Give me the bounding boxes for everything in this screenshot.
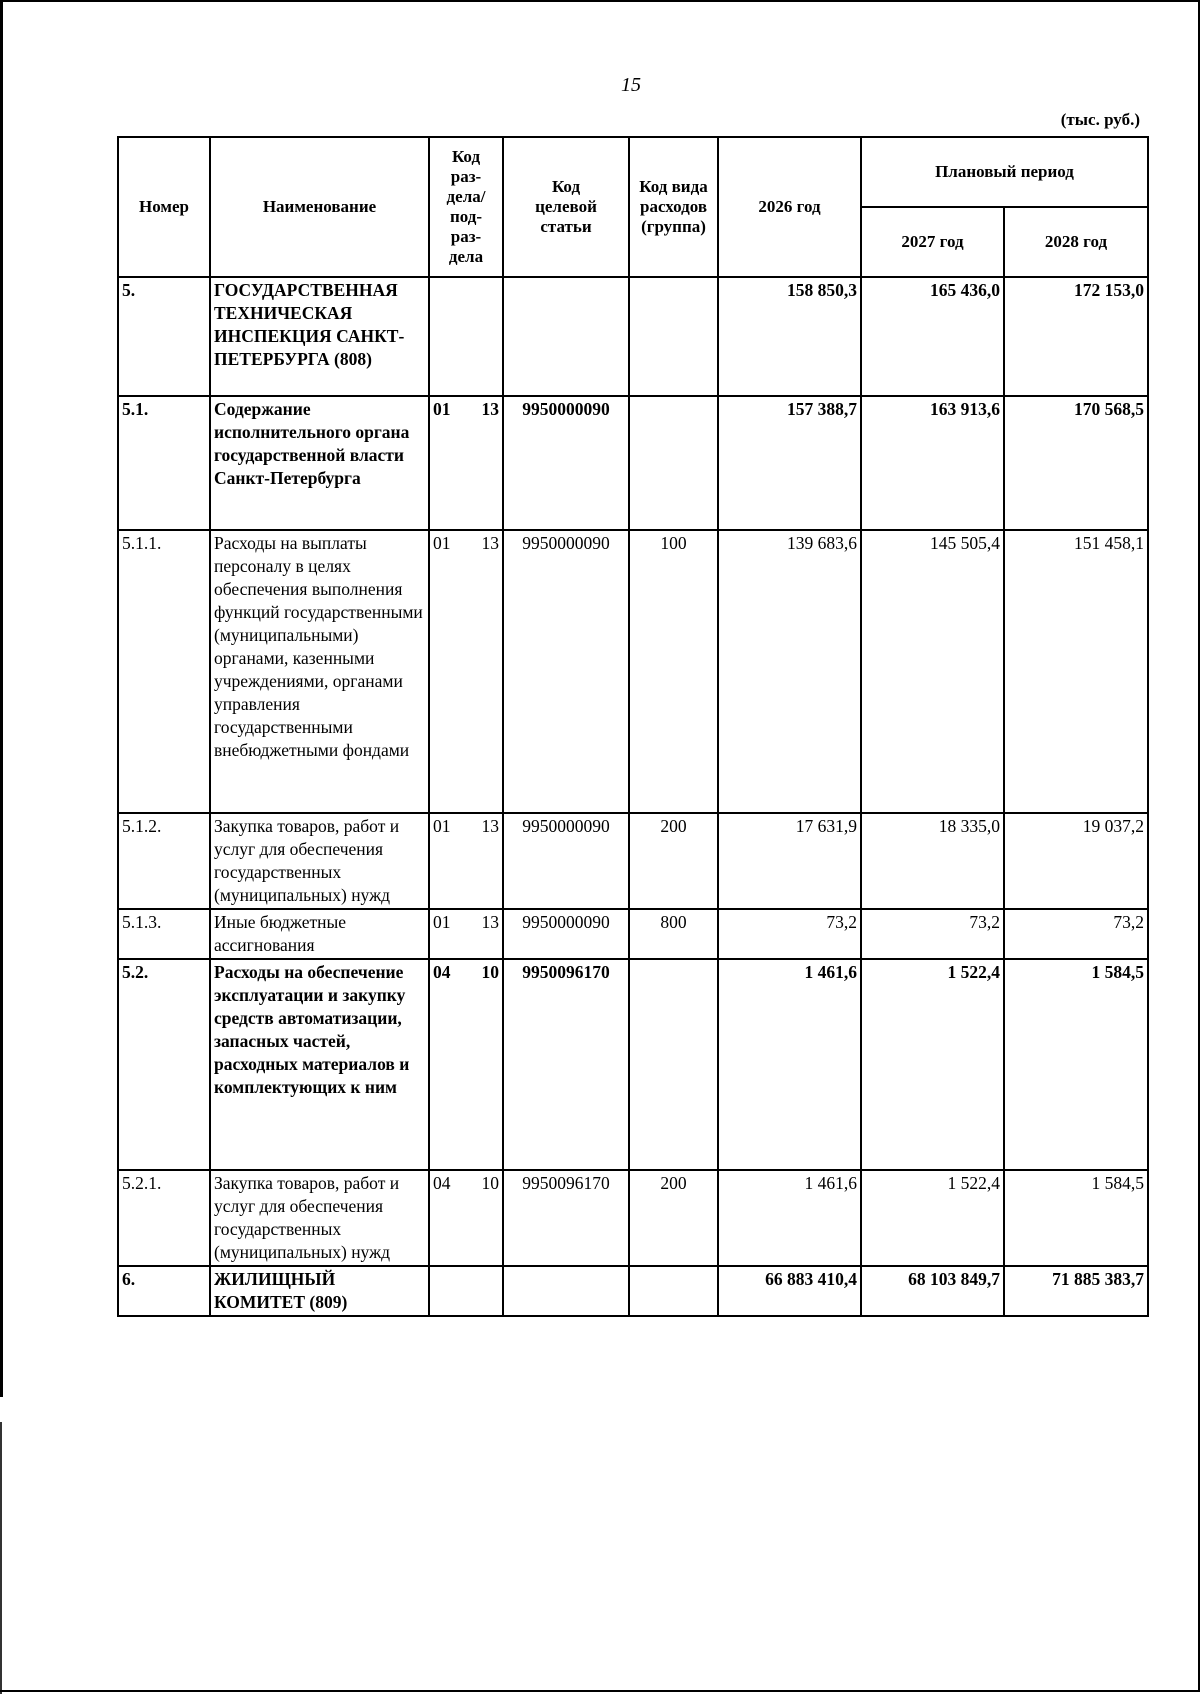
- header-number: Номер: [118, 137, 210, 277]
- row-name: Содержание исполнительного органа государственной власти Санкт-Петербурга: [210, 396, 429, 530]
- row-amount-2027: 165 436,0: [861, 277, 1004, 396]
- header-name: Наименование: [210, 137, 429, 277]
- scan-edge-line-lower: [0, 1422, 2, 1694]
- table-row: [118, 959, 1148, 1170]
- row-target-code: [503, 1266, 629, 1316]
- header-expense-kind: Код вида расходов (группа): [629, 137, 718, 277]
- row-target-code: 9950000090: [503, 396, 629, 530]
- row-amount-2028: 172 153,0: [1004, 277, 1148, 396]
- row-amount-2026: 158 850,3: [718, 277, 861, 396]
- header-target-code: Код целевой статьи: [503, 137, 629, 277]
- row-amount-2027: 145 505,4: [861, 530, 1004, 813]
- row-expense-kind: 200: [629, 813, 718, 909]
- header-section-code: Код раз- дела/ под- раз- дела: [429, 137, 503, 277]
- row-name: Закупка товаров, работ и услуг для обеспечения государственных (муниципальных) нужд: [210, 1170, 429, 1266]
- row-section-code: 04 10: [429, 1170, 503, 1266]
- row-amount-2028: 1 584,5: [1004, 959, 1148, 1170]
- row-target-code: 9950096170: [503, 1170, 629, 1266]
- row-amount-2027: 68 103 849,7: [861, 1266, 1004, 1316]
- header-year-2027: 2027 год: [861, 207, 1004, 277]
- row-section-code: 01 13: [429, 909, 503, 959]
- table-row: [118, 813, 1148, 909]
- row-amount-2027: 163 913,6: [861, 396, 1004, 530]
- row-section-code: 01 13: [429, 530, 503, 813]
- row-target-code: [503, 277, 629, 396]
- row-amount-2028: 151 458,1: [1004, 530, 1148, 813]
- row-name: Расходы на выплаты персоналу в целях обеспечения выполнения функций государственными (муниципальными) органами, казенными учреждениями, органами управления государственными внебюджетными фондами: [210, 530, 429, 813]
- table-row: [118, 530, 1148, 813]
- row-number: 5.2.1.: [118, 1170, 210, 1266]
- row-number: 5.2.: [118, 959, 210, 1170]
- row-amount-2028: 71 885 383,7: [1004, 1266, 1148, 1316]
- row-expense-kind: [629, 396, 718, 530]
- row-expense-kind: [629, 1266, 718, 1316]
- table-row: [118, 1266, 1148, 1316]
- row-target-code: 9950096170: [503, 959, 629, 1170]
- row-number: 5.: [118, 277, 210, 396]
- row-amount-2028: 170 568,5: [1004, 396, 1148, 530]
- row-section-code: [429, 1266, 503, 1316]
- row-amount-2026: 1 461,6: [718, 959, 861, 1170]
- row-section-code: [429, 277, 503, 396]
- row-amount-2026: 66 883 410,4: [718, 1266, 861, 1316]
- row-number: 6.: [118, 1266, 210, 1316]
- row-number: 5.1.2.: [118, 813, 210, 909]
- table-row: [118, 396, 1148, 530]
- budget-table: [117, 136, 1149, 1317]
- table-body: [118, 277, 1148, 1316]
- row-amount-2026: 73,2: [718, 909, 861, 959]
- row-number: 5.1.1.: [118, 530, 210, 813]
- row-section-code: 04 10: [429, 959, 503, 1170]
- row-amount-2026: 157 388,7: [718, 396, 861, 530]
- row-amount-2027: 1 522,4: [861, 959, 1004, 1170]
- row-name: Иные бюджетные ассигнования: [210, 909, 429, 959]
- row-expense-kind: 800: [629, 909, 718, 959]
- row-expense-kind: [629, 959, 718, 1170]
- units-label: (тыс. руб.): [1060, 110, 1140, 129]
- row-name: Расходы на обеспечение эксплуатации и закупку средств автоматизации, запасных частей, расходных материалов и комплектующих к ним: [210, 959, 429, 1170]
- row-expense-kind: [629, 277, 718, 396]
- row-section-code: 01 13: [429, 813, 503, 909]
- row-name: ЖИЛИЩНЫЙ КОМИТЕТ (809): [210, 1266, 429, 1316]
- row-target-code: 9950000090: [503, 530, 629, 813]
- table-header: [118, 137, 1148, 277]
- row-name: ГОСУДАРСТВЕННАЯ ТЕХНИЧЕСКАЯ ИНСПЕКЦИЯ САНКТ-ПЕТЕРБУРГА (808): [210, 277, 429, 396]
- row-amount-2027: 1 522,4: [861, 1170, 1004, 1266]
- row-amount-2026: 17 631,9: [718, 813, 861, 909]
- table-row: [118, 1170, 1148, 1266]
- table-row: [118, 909, 1148, 959]
- row-amount-2028: 73,2: [1004, 909, 1148, 959]
- row-target-code: 9950000090: [503, 813, 629, 909]
- row-amount-2027: 73,2: [861, 909, 1004, 959]
- row-expense-kind: 200: [629, 1170, 718, 1266]
- row-target-code: 9950000090: [503, 909, 629, 959]
- row-amount-2028: 1 584,5: [1004, 1170, 1148, 1266]
- row-amount-2028: 19 037,2: [1004, 813, 1148, 909]
- row-amount-2026: 139 683,6: [718, 530, 861, 813]
- table-row: [118, 277, 1148, 396]
- row-number: 5.1.: [118, 396, 210, 530]
- header-year-2026: 2026 год: [718, 137, 861, 277]
- scan-edge-line: [0, 2, 3, 1397]
- header-plan-period: Плановый период: [861, 137, 1148, 207]
- row-amount-2026: 1 461,6: [718, 1170, 861, 1266]
- row-section-code: 01 13: [429, 396, 503, 530]
- row-name: Закупка товаров, работ и услуг для обеспечения государственных (муниципальных) нужд: [210, 813, 429, 909]
- row-amount-2027: 18 335,0: [861, 813, 1004, 909]
- row-number: 5.1.3.: [118, 909, 210, 959]
- row-expense-kind: 100: [629, 530, 718, 813]
- page-number: 15: [621, 74, 641, 96]
- header-year-2028: 2028 год: [1004, 207, 1148, 277]
